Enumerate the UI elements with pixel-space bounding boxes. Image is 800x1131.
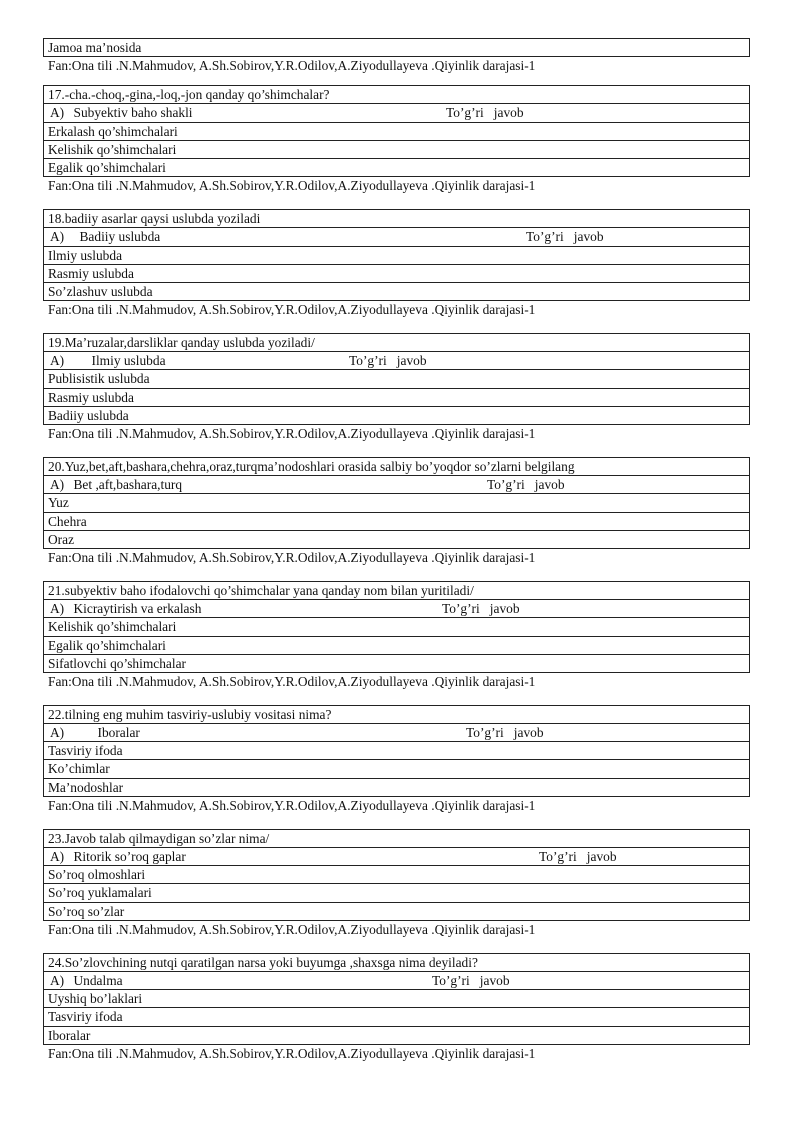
answer-text: Kicraytirish va erkalash <box>73 601 202 617</box>
question-block <box>43 567 750 691</box>
question-table <box>43 209 750 301</box>
subject-footer: Fan:Ona tili .N.Mahmudov, A.Sh.Sobirov,Y.R.Odilov,A.Ziyodullayeva .Qiyinlik darajasi-1 <box>48 797 536 813</box>
option-row: Rasmiy uslubda <box>44 265 749 283</box>
option-row: Oraz <box>48 531 75 547</box>
question-text: 17.-cha.-choq,-gina,-loq,-jon qanday qo’shimchalar? <box>44 86 749 104</box>
question-text: 21.subyektiv baho ifodalovchi qo’shimchalar yana qanday nom bilan yuritiladi/ <box>44 582 749 600</box>
correct-answer-label: To’g’ri javob <box>466 725 544 741</box>
answer-row <box>44 600 749 618</box>
answer-letter: A) <box>50 477 65 493</box>
answer-row <box>44 352 749 370</box>
question-text: 23.Javob talab qilmaydigan so’zlar nima/ <box>44 830 749 848</box>
option-row: So’roq so’zlar <box>48 903 125 919</box>
answer-row <box>44 848 749 866</box>
option-row: So’zlashuv uslubda <box>48 283 153 299</box>
option-row: So’roq yuklamalari <box>44 884 749 902</box>
option-row: Chehra <box>44 513 749 531</box>
correct-answer-label: To’g’ri javob <box>349 353 427 369</box>
option-row: Badiiy uslubda <box>48 407 129 423</box>
option-row: Egalik qo’shimchalari <box>44 637 749 655</box>
document-page <box>43 38 750 1063</box>
question-list <box>43 75 750 1063</box>
option-row: Jamoa ma’nosida <box>48 40 142 55</box>
correct-answer-label: To’g’ri javob <box>539 849 617 864</box>
subject-footer: Fan:Ona tili .N.Mahmudov, A.Sh.Sobirov,Y.R.Odilov,A.Ziyodullayeva .Qiyinlik darajasi-1 <box>48 549 536 565</box>
option-row: Ma’nodoshlar <box>48 779 124 795</box>
option-row: Kelishik qo’shimchalari <box>44 141 749 159</box>
correct-answer-label: To’g’ri javob <box>446 105 524 121</box>
option-row: Yuz <box>44 494 749 512</box>
question-table <box>43 705 750 797</box>
subject-footer: Fan:Ona tili .N.Mahmudov, A.Sh.Sobirov,Y.R.Odilov,A.Ziyodullayeva .Qiyinlik darajasi-1 <box>48 921 536 937</box>
correct-answer-label: To’g’ri javob <box>442 601 520 617</box>
answer-row <box>44 476 749 494</box>
answer-text: Ilmiy uslubda <box>91 353 166 369</box>
question-block <box>43 319 750 443</box>
question-text: 24.So’zlovchining nutqi qaratilgan narsa yoki buyumga ,shaxsga nima deyiladi? <box>44 954 749 972</box>
answer-text: Ritorik so’roq gaplar <box>73 849 186 864</box>
answer-text: Bet ,aft,bashara,turq <box>73 477 183 493</box>
answer-text: Undalma <box>73 972 123 988</box>
option-row: Erkalash qo’shimchalari <box>44 123 749 141</box>
question-text: 20.Yuz,bet,aft,bashara,chehra,oraz,turqma’nodoshlari orasida salbiy bo’yoqdor so’zlarni belgilang <box>44 458 749 476</box>
question-table <box>43 457 750 549</box>
prev-question-tail <box>43 38 750 57</box>
question-block <box>43 443 750 567</box>
question-block <box>43 815 750 939</box>
option-row: Ilmiy uslubda <box>44 247 749 265</box>
subject-footer: Fan:Ona tili .N.Mahmudov, A.Sh.Sobirov,Y.R.Odilov,A.Ziyodullayeva .Qiyinlik darajasi-1 <box>48 58 536 74</box>
answer-text: Subyektiv baho shakli <box>73 105 193 121</box>
question-table <box>43 829 750 921</box>
answer-row <box>44 724 749 742</box>
question-table <box>43 85 750 177</box>
question-text: 18.badiiy asarlar qaysi uslubda yoziladi <box>44 210 749 228</box>
answer-row <box>44 228 749 246</box>
answer-row <box>44 972 749 990</box>
answer-letter: A) <box>50 601 65 617</box>
question-block <box>43 75 750 195</box>
subject-footer: Fan:Ona tili .N.Mahmudov, A.Sh.Sobirov,Y.R.Odilov,A.Ziyodullayeva .Qiyinlik darajasi-1 <box>48 178 536 194</box>
question-text: 19.Ma’ruzalar,darsliklar qanday uslubda yoziladi/ <box>44 334 749 352</box>
answer-letter: A) <box>50 229 65 245</box>
option-row: Egalik qo’shimchalari <box>48 159 166 175</box>
question-block <box>43 691 750 815</box>
answer-letter: A) <box>50 849 65 864</box>
subject-footer: Fan:Ona tili .N.Mahmudov, A.Sh.Sobirov,Y.R.Odilov,A.Ziyodullayeva .Qiyinlik darajasi-1 <box>48 673 536 689</box>
option-row: Tasviriy ifoda <box>44 1008 749 1026</box>
option-row: Rasmiy uslubda <box>44 389 749 407</box>
correct-answer-label: To’g’ri javob <box>526 229 604 245</box>
correct-answer-label: To’g’ri javob <box>487 477 565 493</box>
question-block <box>43 939 750 1063</box>
option-row: Uyshiq bo’laklari <box>44 990 749 1008</box>
question-table <box>43 953 750 1045</box>
answer-text: Iboralar <box>97 725 140 741</box>
answer-letter: A) <box>50 972 65 988</box>
subject-footer: Fan:Ona tili .N.Mahmudov, A.Sh.Sobirov,Y.R.Odilov,A.Ziyodullayeva .Qiyinlik darajasi-1 <box>48 302 536 318</box>
answer-letter: A) <box>50 105 65 121</box>
question-table <box>43 581 750 673</box>
answer-letter: A) <box>50 725 65 741</box>
option-row: Publisistik uslubda <box>44 370 749 388</box>
answer-row <box>44 104 749 122</box>
option-row: Ko’chimlar <box>44 760 749 778</box>
question-block <box>43 195 750 319</box>
option-row: Sifatlovchi qo’shimchalar <box>48 655 186 671</box>
question-table <box>43 333 750 425</box>
question-text: 22.tilning eng muhim tasviriy-uslubiy vositasi nima? <box>44 706 749 724</box>
subject-footer: Fan:Ona tili .N.Mahmudov, A.Sh.Sobirov,Y.R.Odilov,A.Ziyodullayeva .Qiyinlik darajasi-1 <box>48 1045 536 1061</box>
option-row: Tasviriy ifoda <box>44 742 749 760</box>
subject-footer: Fan:Ona tili .N.Mahmudov, A.Sh.Sobirov,Y.R.Odilov,A.Ziyodullayeva .Qiyinlik darajasi-1 <box>48 426 536 441</box>
answer-text: Badiiy uslubda <box>79 229 161 245</box>
option-row: Iboralar <box>48 1027 91 1043</box>
answer-letter: A) <box>50 353 65 369</box>
option-row: So’roq olmoshlari <box>44 866 749 884</box>
correct-answer-label: To’g’ri javob <box>432 972 510 988</box>
option-row: Kelishik qo’shimchalari <box>44 618 749 636</box>
